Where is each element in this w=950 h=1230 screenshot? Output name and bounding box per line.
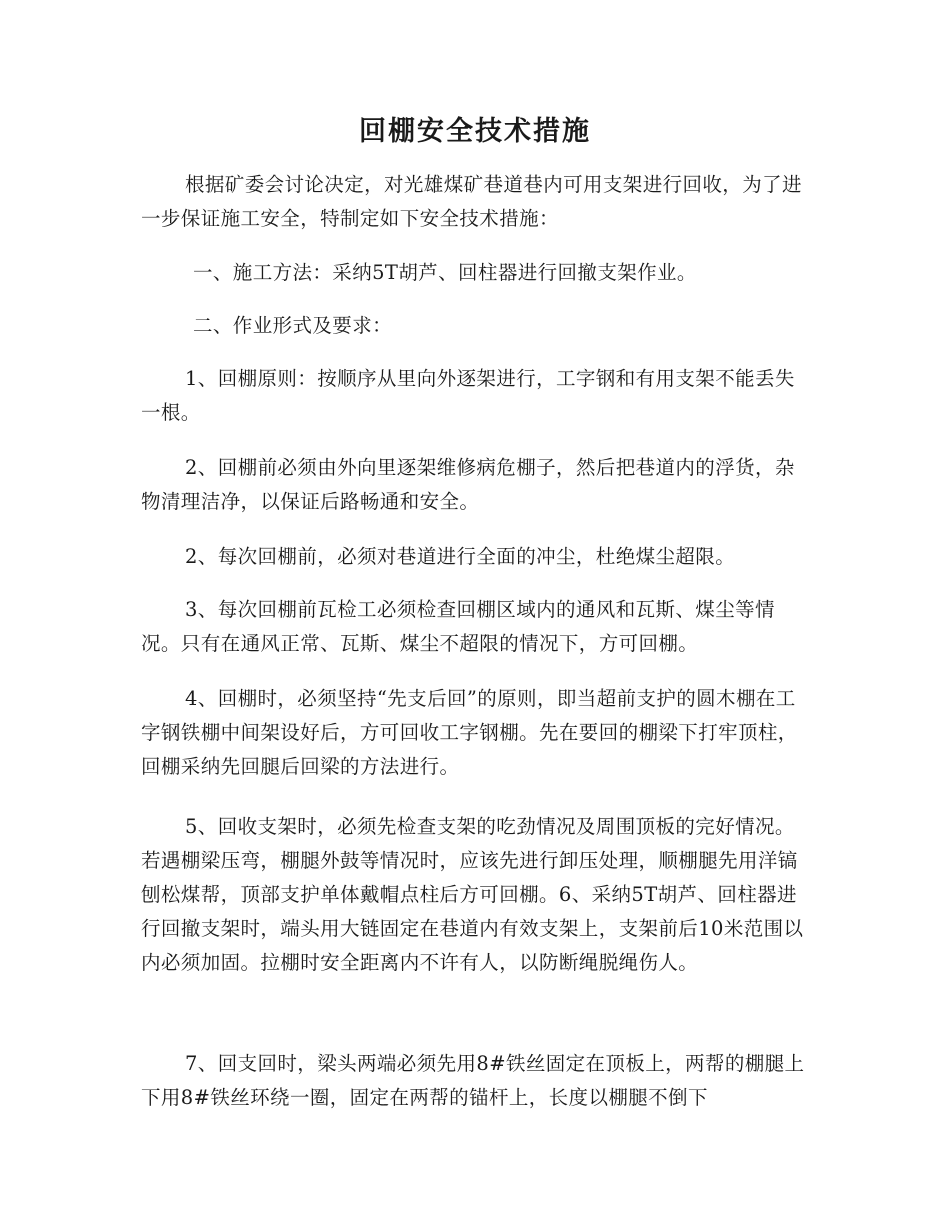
paragraph-item-7: 7、回支回时，梁头两端必须先用8#铁丝固定在顶板上，两帮的棚腿上下用8#铁丝环绕一圈，固定在两帮的锚杆上，长度以棚腿不倒下 [141, 1052, 805, 1109]
paragraph-work-form-heading: 二、作业形式及要求： [193, 314, 393, 337]
paragraph-item-5: 5、回收支架时，必须先检查支架的吃劲情况及周围顶板的完好情况。若遇棚梁压弯，棚腿外鼓等情况时，应该先进行卸压处理，顺棚腿先用洋镐刨松煤帮，顶部支护单体戴帽点柱后方可回棚。6、采纳5T胡芦、回柱器进行回撤支架时，端头用大链固定在巷道内有效支架上，支架前后10米范围以内必须加固。拉棚时安全距离内不许有人，以防断绳脱绳伤人。 [141, 815, 804, 974]
paragraph-construction-method: 一、施工方法：采纳5T胡芦、回柱器进行回撤支架作业。 [193, 261, 697, 284]
paragraph-item-3: 3、每次回棚前瓦检工必须检查回棚区域内的通风和瓦斯、煤尘等情况。只有在通风正常、瓦斯、煤尘不超限的情况下，方可回棚。 [141, 598, 775, 655]
paragraph-item-2a: 2、回棚前必须由外向里逐架维修病危棚子，然后把巷道内的浮货，杂物清理洁净，以保证后路畅通和安全。 [141, 456, 795, 513]
paragraph-intro: 根据矿委会讨论决定，对光雄煤矿巷道巷内可用支架进行回收，为了进一步保证施工安全，特制定如下安全技术措施： [141, 173, 802, 230]
paragraph-item-2b: 2、每次回棚前，必须对巷道进行全面的冲尘，杜绝煤尘超限。 [185, 545, 736, 568]
paragraph-item-1: 1、回棚原则：按顺序从里向外逐架进行，工字钢和有用支架不能丢失一根。 [141, 367, 795, 424]
document-title: 回棚安全技术措施 [359, 116, 591, 147]
paragraph-item-4: 4、回棚时，必须坚持“先支后回”的原则，即当超前支护的圆木棚在工字钢铁棚中间架设好后，方可回收工字钢棚。先在要回的棚梁下打牢顶柱，回棚采纳先回腿后回梁的方法进行。 [141, 687, 798, 778]
